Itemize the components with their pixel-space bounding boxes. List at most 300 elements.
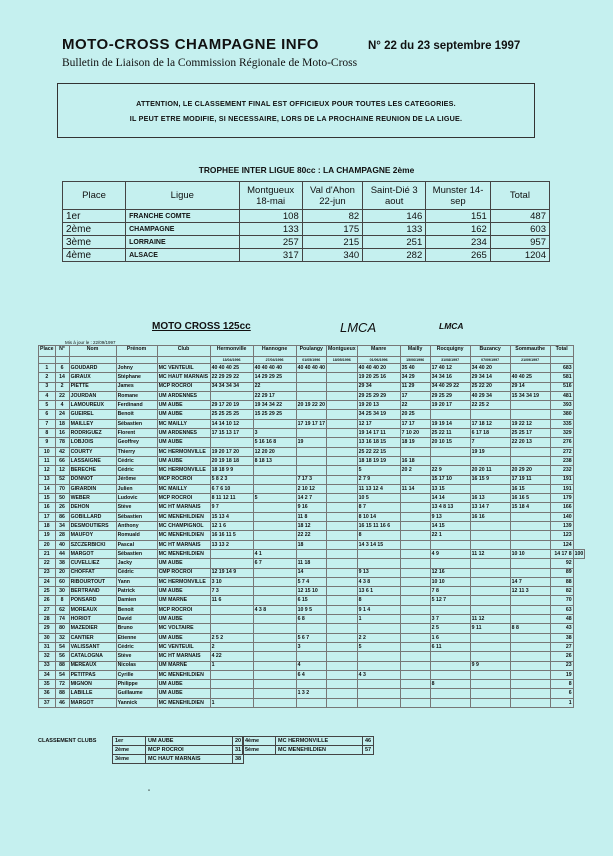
results-cell-rocquigny [430,605,470,614]
bulletin-title: MOTO-CROSS CHAMPAGNE INFO [62,36,319,53]
results-cell-buzancy: 9 9 [470,661,510,670]
header-ligue: Ligue [126,182,239,210]
results-cell-buzancy: 16 16 [470,512,510,521]
results-cell-hannogne: 40 40 40 40 [253,364,296,373]
results-cell-hermonville: 13 13 2 [210,540,253,549]
results-cell-hermonville: 40 40 40 25 [210,364,253,373]
results-cell-hermonville: 5 8 2 3 [210,475,253,484]
results-cell-montgueux [326,652,357,661]
results-cell-prenom: Sébastien [116,419,157,428]
results-cell-club: UM AUBE [157,633,210,642]
results-cell-rocquigny: 10 10 [430,577,470,586]
results-cell-rocquigny: 4 9 [430,549,470,558]
moto125-title: MOTO CROSS 125cc [152,321,251,332]
results-cell-rocquigny: 5 12 7 [430,596,470,605]
results-cell-buzancy [470,522,510,531]
results-cell-nom: GIRAUX [69,373,116,382]
results-row [39,568,585,577]
results-cell-prenom: Romane [116,391,157,400]
results-cell-poulangy: 40 40 40 40 [297,364,325,371]
results-cell-total: 70 [550,596,573,605]
results-cell-total: 26 [550,652,573,661]
results-cell-mailly: 16 18 [400,456,430,465]
results-cell-rocquigny: 7 8 [430,587,470,596]
results-cell-sommauthe: 25 25 17 [510,429,550,438]
results-cell-place: 30 [39,633,56,642]
results-cell-number: 20 [55,568,69,577]
results-cell-club: MC HAUT MARNAIS [158,374,209,381]
results-cell-rocquigny: 29 25 29 [430,391,470,400]
results-cell-mailly [400,680,430,689]
results-cell-club: UM ARDENNES [157,429,210,438]
results-cell-prenom: Sébastien [116,512,157,521]
results-cell-sommauthe [510,670,550,679]
results-cell-rocquigny [430,456,470,465]
trophee-title: TROPHEE INTER LIGUE 80cc : LA CHAMPAGNE 2ème [198,165,415,175]
results-cell-buzancy: 34 40 20 [470,364,510,373]
results-cell-place: 20 [39,540,56,549]
club-cell-rank: 3ème [113,755,146,764]
results-header-cell: Poulangy [296,346,326,357]
results-cell-manre: 29 25 29 29 [357,391,400,400]
results-cell-hannogne [253,577,296,586]
results-cell-poulangy [296,429,326,438]
results-cell-manre: 29 34 [357,382,400,391]
results-cell-club: UM AUBE [157,615,210,624]
results-row [39,596,585,605]
results-cell-buzancy: 7 [470,438,510,447]
results-cell-sommauthe: 29 14 [510,382,550,391]
results-cell-club: MC CHAMPIGNOL [157,522,210,531]
trophee-cell-ligue: ALSACE [126,249,239,262]
results-cell-club: MC HT MARNAIS [157,540,210,549]
results-row [39,698,585,707]
results-row [39,624,585,633]
results-cell-place: 11 [39,456,56,465]
results-cell-hannogne [253,512,296,521]
results-cell-hermonville [210,438,253,447]
results-cell-hannogne [253,503,296,512]
results-cell-hannogne: 5 [253,494,296,503]
results-cell-poulangy: 5 7 4 [296,577,326,586]
results-cell-hannogne [253,698,296,707]
issue-number: N° 22 du 23 septembre 1997 [368,40,521,52]
results-cell-rocquigny: 19 20 17 [430,401,470,410]
trophee-cell-saint-die: 146 [363,210,426,223]
results-cell-club: MC HERMONVILLE [157,447,210,456]
results-cell-hermonville: 8 11 12 11 [210,494,253,503]
results-cell-buzancy: 16 15 9 [470,475,510,484]
results-cell-buzancy [470,587,510,596]
results-cell-place: 12 [39,466,56,475]
results-cell-poulangy: 17 19 17 17 [297,420,325,427]
club-row [243,746,374,755]
results-cell-prenom: Jérôme [116,475,157,484]
results-row [39,531,585,540]
results-cell-place: 29 [39,624,56,633]
results-cell-prenom: Nicolas [116,661,157,670]
results-cell-sommauthe [510,642,550,651]
results-cell-montgueux [326,475,357,484]
results-cell-mailly: 17 [400,391,430,400]
results-cell-montgueux [326,410,357,419]
results-cell-place: 34 [39,670,56,679]
trophee-cell-total: 957 [490,236,549,249]
results-cell-sommauthe [510,652,550,661]
results-cell-montgueux [326,484,357,493]
results-cell-poulangy [296,652,326,661]
results-cell-buzancy: 11 12 [470,615,510,624]
results-row [39,401,585,410]
results-cell-place: 17 [39,512,56,521]
results-cell-club: MC VENTEUIL [157,364,210,373]
results-cell-club: UM AUBE [157,456,210,465]
results-cell-rocquigny [430,559,470,568]
results-cell-nom: LABILLE [69,689,116,698]
results-cell-total: 14 17 8 [550,549,573,558]
results-cell-rocquigny: 13 15 [430,484,470,493]
results-header-cell: Hannogne [253,346,296,357]
results-cell-manre [357,661,400,670]
results-cell-total: 329 [550,429,573,438]
results-cell-hermonville: 1 [210,698,253,707]
results-row [39,689,585,698]
results-cell-place: 5 [39,401,56,410]
results-cell-hermonville: 4 22 [210,652,253,661]
results-cell-prenom: Ferdinand [116,401,157,410]
notice-box [57,83,535,138]
results-cell-hermonville [210,605,253,614]
results-cell-mailly: 7 10 20 [400,429,430,438]
results-row [39,652,585,661]
dates-spacer [69,357,116,364]
results-cell-nom: PONSARD [69,596,116,605]
club-ranking-left [112,736,244,764]
results-cell-mailly [400,633,430,642]
results-cell-hermonville [210,391,253,400]
results-cell-hermonville: 2 5 2 [210,633,253,642]
results-cell-place: 6 [39,410,56,419]
results-cell-montgueux [326,531,357,540]
results-cell-manre: 18 18 19 19 [357,456,400,465]
results-cell-prenom: Geoffrey [116,438,157,447]
club-cell-rank: 1er [113,737,146,746]
results-cell-poulangy: 3 [296,642,326,651]
results-cell-hannogne [253,642,296,651]
club-ranking-title: CLASSEMENT CLUBS [38,738,97,744]
results-cell-club: UM ARDENNES [157,391,210,400]
results-header-cell: Prénom [116,346,157,357]
results-cell-sommauthe [510,456,550,465]
results-cell-prenom: Cyrille [116,670,157,679]
results-cell-hannogne: 12 20 20 [253,447,296,456]
results-cell-sommauthe [510,522,550,531]
results-cell-total: 232 [550,466,573,475]
results-cell-mailly [400,596,430,605]
results-cell-hermonville [210,549,253,558]
results-cell-prenom: Thierry [116,447,157,456]
results-cell-nom: GUEIREL [69,410,116,419]
results-cell-number: 22 [55,391,69,400]
results-row [39,503,585,512]
results-cell-hannogne [253,540,296,549]
results-cell-poulangy: 6 15 [296,596,326,605]
results-cell-poulangy [296,447,326,456]
results-cell-prenom: Ludovic [116,494,157,503]
results-cell-club: UM MARNE [157,661,210,670]
results-cell-montgueux [326,364,357,373]
results-cell-sommauthe [510,364,550,373]
results-header-cell: Club [157,346,210,357]
results-cell-total: 8 [550,680,573,689]
results-cell-club: MC VENTEUIL [157,642,210,651]
results-cell-prenom: Romuald [116,531,157,540]
results-cell-nom: MIGNON [69,680,116,689]
results-cell-hannogne [253,670,296,679]
results-cell-poulangy: 2 10 12 [296,484,326,493]
results-header-cell: Buzancy [470,346,510,357]
results-cell-hannogne: 3 [253,429,296,438]
results-cell-place: 10 [39,447,56,456]
results-cell-club: MC MENEHILDIEN [157,698,210,707]
results-cell-number: 42 [55,447,69,456]
results-cell-sommauthe: 14 7 [510,577,550,586]
results-cell-hermonville: 12 1 6 [210,522,253,531]
results-cell-hannogne: 14 29 29 25 [253,373,296,382]
results-cell-rocquigny: 25 22 11 [430,429,470,438]
results-row [39,615,585,624]
results-cell-number: 88 [55,689,69,698]
results-cell-total: 82 [550,587,573,596]
club-cell-club: MC MENEHILDIEN [276,746,363,755]
results-cell-number: 80 [55,624,69,633]
results-cell-place: 7 [39,419,56,428]
results-row [39,466,585,475]
results-cell-manre: 14 3 14 15 [357,540,400,549]
results-cell-number: 54 [55,670,69,679]
results-cell-total: 393 [550,401,573,410]
results-header-cell: Nom [69,346,116,357]
trophee-cell-total: 487 [490,210,549,223]
results-cell-number: 78 [55,438,69,447]
trophee-row [63,223,550,236]
results-cell-place: 4 [39,391,56,400]
results-cell-hermonville [210,559,253,568]
results-cell-total: 380 [550,410,573,419]
results-cell-total: 276 [550,438,573,447]
results-cell-number: 8 [55,596,69,605]
results-cell-nom: GOBILLARD [69,512,116,521]
results-cell-total: 124 [550,540,573,549]
results-cell-hannogne [253,466,296,475]
results-cell-hannogne [253,624,296,633]
results-cell-buzancy [470,670,510,679]
results-cell-manre: 11 13 12 4 [357,484,400,493]
results-cell-club: UM AUBE [157,438,210,447]
results-cell-poulangy [296,456,326,465]
results-cell-prenom: Benoit [116,605,157,614]
results-cell-total: 6 [550,689,573,698]
results-cell-sommauthe: 15 34 34 19 [510,391,550,400]
results-cell-club: MC MENEHILDIEN [157,549,210,558]
results-cell-hermonville: 19 20 17 20 [210,447,253,456]
results-cell-nom: LASSAIGNE [69,456,116,465]
trophee-cell-ligue: CHAMPAGNE [126,223,239,236]
results-cell-hannogne [253,633,296,642]
results-cell-prenom: James [116,382,157,391]
results-cell-total: 191 [550,484,573,493]
results-cell-prenom: David [116,615,157,624]
results-cell-mailly [400,689,430,698]
results-cell-sommauthe [510,605,550,614]
results-cell-club: MCP ROCROI [157,494,210,503]
org-label: LMCA [340,320,377,335]
header-munster: Munster 14-sep [426,182,491,210]
results-cell-poulangy [296,373,326,382]
results-cell-montgueux [326,680,357,689]
results-cell-montgueux [326,624,357,633]
results-cell-hermonville [210,624,253,633]
results-cell-number: 52 [55,475,69,484]
results-cell-hannogne: 6 7 [253,559,296,568]
results-cell-total: 89 [550,568,573,577]
results-cell-buzancy [470,652,510,661]
results-cell-prenom: Damien [116,596,157,605]
trophee-cell-ligue: LORRAINE [126,236,239,249]
results-cell-poulangy [296,466,326,475]
results-cell-rocquigny: 1 6 [430,633,470,642]
results-cell-club: MC VOLTAIRE [157,624,210,633]
results-cell-rocquigny: 20 10 15 [430,438,470,447]
results-cell-club: UM AUBE [157,401,210,410]
trophee-cell-place: 4ème [63,249,126,262]
club-row [113,737,244,746]
results-cell-poulangy [296,549,326,558]
results-cell-sommauthe: 16 15 [510,484,550,493]
results-cell-montgueux [326,698,357,707]
results-cell-sommauthe [510,698,550,707]
results-cell-number: 54 [55,642,69,651]
results-cell-hannogne [253,587,296,596]
results-cell-rocquigny: 14 14 [430,494,470,503]
dates-spacer [550,357,573,364]
results-cell-sommauthe: 15 18 4 [510,503,550,512]
results-row [39,391,585,400]
club-cell-club: UM AUBE [146,737,233,746]
results-header-cell: Place [39,346,56,357]
results-cell-buzancy [470,456,510,465]
results-cell-nom: DEHON [69,503,116,512]
header-val-dahon: Val d'Ahon 22-jun [302,182,362,210]
results-cell-sommauthe: 20 29 20 [510,466,550,475]
results-cell-hannogne: 15 25 29 25 [253,410,296,419]
trophee-cell-montgueux: 133 [239,223,302,236]
results-cell-prenom: Cédric [116,456,157,465]
results-cell-nom: DESMOUTIERS [69,522,116,531]
results-cell-montgueux [326,568,357,577]
results-cell-place: 35 [39,680,56,689]
results-cell-hermonville [210,670,253,679]
results-cell-buzancy: 20 20 11 [470,466,510,475]
results-cell-montgueux [326,382,357,391]
results-cell-sommauthe [510,512,550,521]
trophee-row [63,210,550,223]
results-cell-manre: 4 3 [357,670,400,679]
results-cell-nom: PIETTE [69,382,116,391]
results-cell-sommauthe: 17 19 11 [510,475,550,484]
results-cell-prenom: Cédric [116,642,157,651]
results-cell-number: 28 [55,531,69,540]
results-cell-buzancy [470,559,510,568]
results-cell-hermonville [210,689,253,698]
trophee-cell-val-dahon: 340 [302,249,362,262]
header-saint-die: Saint-Dié 3 aout [363,182,426,210]
results-cell-rocquigny: 13 4 8 13 [430,503,470,512]
results-cell-nom: SZCZERBICKI [69,540,116,549]
results-cell-hannogne: 5 16 16 8 [253,438,296,447]
results-cell-club: MC MENEHILDIEN [157,531,210,540]
results-cell-poulangy: 5 6 7 [296,633,326,642]
results-header-cell: Hermonville [210,346,253,357]
trophee-cell-val-dahon: 82 [302,210,362,223]
results-cell-nom: MAZEDIER [69,624,116,633]
results-cell-number: 72 [55,680,69,689]
results-cell-manre: 16 15 11 16 6 [357,522,400,531]
results-cell-buzancy [470,540,510,549]
results-cell-poulangy: 20 19 22 20 [297,402,325,409]
header-total: Total [490,182,549,210]
results-cell-buzancy [470,596,510,605]
results-cell-hermonville: 6 7 6 10 [210,484,253,493]
results-header-cell: Rocquigny [430,346,470,357]
trophee-cell-munster: 265 [426,249,491,262]
results-cell-montgueux [326,494,357,503]
results-cell-hermonville: 18 18 9 9 [210,466,253,475]
results-row [39,642,585,651]
results-cell-nom: RIBOURTOUT [69,577,116,586]
results-cell-club: UM AUBE [157,689,210,698]
results-cell-manre [357,689,400,698]
results-cell-hermonville: 34 34 34 34 [210,382,253,391]
results-cell-hannogne [253,615,296,624]
results-cell-total: 179 [550,494,573,503]
results-cell-prenom: Florent [116,429,157,438]
results-cell-manre: 19 14 17 11 [357,429,400,438]
results-cell-place: 13 [39,475,56,484]
results-cell-hermonville: 25 25 25 25 [210,410,253,419]
results-cell-mailly: 20 2 [400,466,430,475]
results-cell-montgueux [326,587,357,596]
results-cell-buzancy: 6 17 18 [470,429,510,438]
results-cell-total: 63 [550,605,573,614]
results-cell-rocquigny: 34 40 29 22 [430,382,470,391]
results-cell-poulangy: 6 8 [296,615,326,624]
results-cell-number: 50 [55,494,69,503]
results-cell-number: 62 [55,605,69,614]
trophee-cell-place: 3ème [63,236,126,249]
results-cell-manre: 2 2 [357,633,400,642]
results-cell-montgueux [326,429,357,438]
results-row [39,419,585,428]
results-cell-buzancy: 25 22 20 [470,382,510,391]
trophee-row [63,249,550,262]
trophee-cell-saint-die: 251 [363,236,426,249]
results-cell-nom: MAILLEY [69,419,116,428]
results-cell-manre: 13 6 1 [357,587,400,596]
header-montgueux: Montgueux 18-mai [239,182,302,210]
results-cell-rocquigny: 12 16 [430,568,470,577]
results-cell-number: 40 [55,540,69,549]
